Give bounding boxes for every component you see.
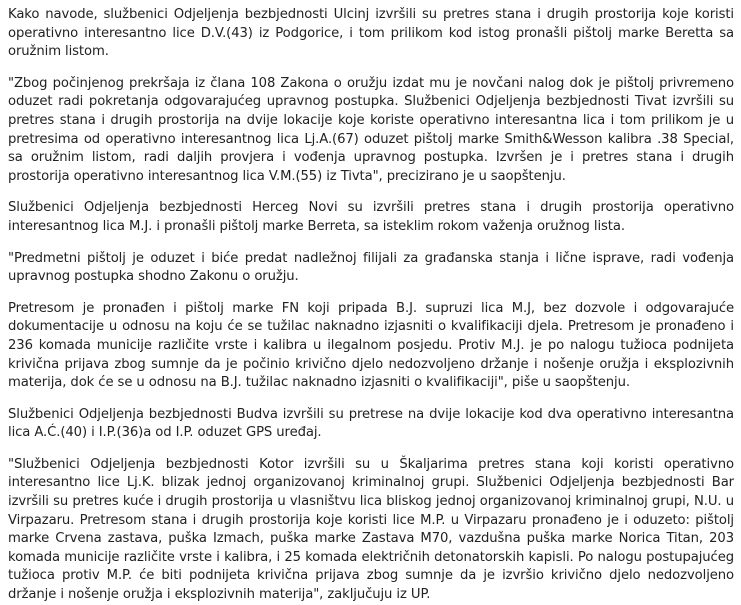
article-paragraph-5: Pretresom je pronađen i pištolj marke FN koji pripada B.J. supruzi lica M.J, bez dozvole i odgovarajuće dokumentacije u odnosu na koju će se tužilac naknadno izjasniti o kvalifikaciji djela. Pretresom je pronađeno i 236 komada municije različite vrste i kalibra u ilegalnom posjedu. Protiv M.J. je po nalogu tužioca podnijeta krivična prijava zbog sumnje da je počinio krivično djelo nedozvoljeno držanje i nošenje oružja i eksplozivnih materija, dok će se u odnosu na B.J. tužilac naknadno izjasniti o kvalifikaciji", piše u saopštenju.	[8, 300, 734, 391]
article-paragraph-7: "Službenici Odjeljenja bezbjednosti Kotor izvršili su u Škaljarima pretres stana koji koristi operativno interesantno lice Lj.K. blizak jednoj organizovanoj kriminalnoj grupi. Službenici Odjeljenja bezbjednosti Bar izvršili su pretres kuće i drugih prostorija u vlasništvu lica bliskog jednoj organizovanoj kriminalnoj grupi, N.U. u Virpazaru. Pretresom stana i drugih prostorija koje koristi lice M.P. u Virpazaru pronađeno je i oduzeto: pištolj marke Crvena zastava, puška Izmach, puška marke Zastava M70, vazdušna puška marke Norica Titan, 203 komada municije različite vrste i kalibra, i 25 komada električnih detonatorskih kapisli. Po nalogu postupajućeg tužioca protiv M.P. će biti podnijeta krivična prijava zbog sumnje da je izvršio krivično djelo nedozvoljeno držanje i nošenje oružja i eksplozivnih materija", zaključuju iz UP.	[8, 456, 734, 603]
article-paragraph-2: "Zbog počinjenog prekršaja iz člana 108 Zakona o oružju izdat mu je novčani nalog dok je pištolj privremeno oduzet radi pokretanja odgovarajućeg upravnog postupka. Službenici Odjeljenja bezbjednosti Tivat izvršili su pretres stana i drugih prostorija na dvije lokacije koje koriste operativno interesantna lica i tom prilikom je u pretresima od operativno interesantnog lica Lj.A.(67) oduzet pištolj marke Smith&Wesson kalibra .38 Special, sa oružnim listom, radi daljih provjera i vođenja upravnog postupka. Izvršen je i pretres stana i drugih prostorija operativno interesantnog lica V.M.(55) iz Tivta", precizirano je u saopštenju.	[8, 75, 734, 184]
article-paragraph-4: "Predmetni pištolj je oduzet i biće predat nadležnoj filijali za građanska stanja i lične isprave, radi vođenja upravnog postupka shodno Zakonu o oružju.	[8, 250, 734, 285]
article-paragraph-3: Službenici Odjeljenja bezbjednosti Herceg Novi su izvršili pretres stana i drugih prostorija operativno interesantnog lica M.J. i pronašli pištolj marke Berreta, sa isteklim rokom važenja oružnog lista.	[8, 200, 734, 234]
article-paragraph-6: Službenici Odjeljenja bezbjednosti Budva izvršili su pretrese na dvije lokacije kod dva operativno interesantna lica A.Ć.(40) i I.P.(36)a od I.P. oduzet GPS uređaj.	[8, 406, 734, 441]
article-paragraph-1: Kako navode, službenici Odjeljenja bezbjednosti Ulcinj izvršili su pretres stana i drugih prostorija koje koristi operativno interesantno lice D.V.(43) iz Podgorice, i tom prilikom kod istog pronašli pištolj marke Beretta sa oružnim listom.	[8, 7, 734, 60]
